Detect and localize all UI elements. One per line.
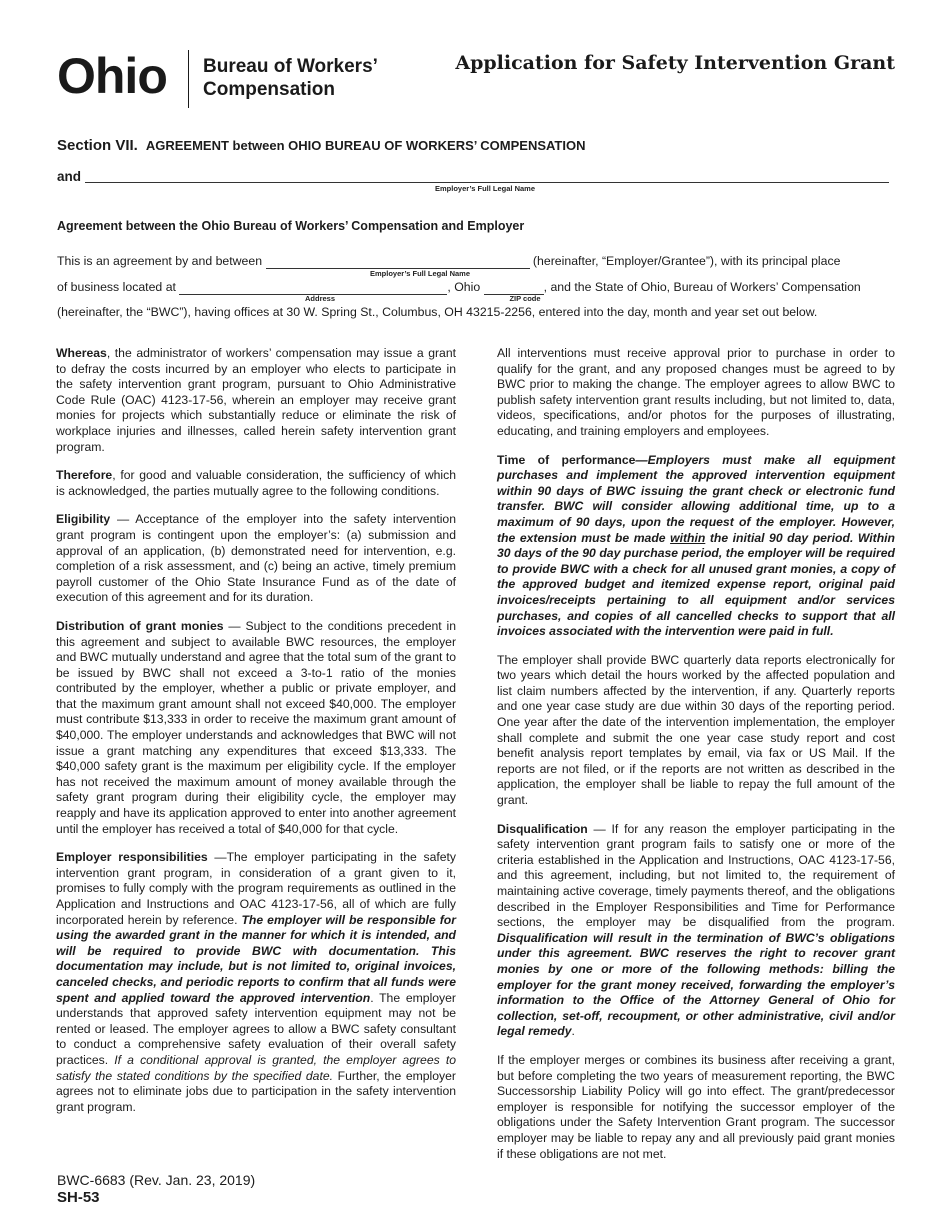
disqualification-text: — If for any reason the employer participating in the safety intervention grant program fails to satisfy one or more of the criteria established in the Application and Instructions, OAC 4123-17-56, and this agreement, including, but not limited to, the requirement of maintaining active coverage, timely payments thereof, and the obligations described in the Employer Responsibilities and Time for Performance sections, the employer may be disqualified from the program. — [497, 821, 895, 930]
eligibility-heading: Eligibility — [56, 512, 111, 527]
responsibilities-italic-text: If a conditional approval is granted, the employer agrees to satisfy the stated conditions by the specified date. — [56, 1052, 456, 1083]
distribution-heading: Distribution of grant monies — [56, 618, 224, 633]
whereas-heading: Whereas — [56, 346, 107, 360]
whereas-paragraph — [56, 346, 456, 455]
document-title: Application for Safety Intervention Grant — [455, 52, 895, 74]
time-of-performance-paragraph — [497, 453, 895, 640]
eligibility-paragraph — [56, 512, 456, 606]
time-bold-text-2: the initial 90 day period. Within 30 days of the 90 day purchase period, the employer will be required to provide BWC with a check for all unused grant monies, a copy of the approved budget and itemized expense report, original paid invoices/receipts pertaining to all equipment and/or services purchases, and copies of all cancelled checks to support that all invoices associated with the intervention were paid in full. — [497, 530, 895, 639]
therefore-text: , for good and valuable consideration, the sufficiency of which is acknowledged, the parties mutually agree to the following conditions. — [56, 468, 456, 498]
responsibilities-text-3: Further, the employer agrees not to eliminate jobs due to participation in the safety intervention grant program. — [56, 1068, 456, 1114]
responsibilities-paragraph — [56, 850, 456, 1115]
section-heading — [57, 137, 585, 154]
approval-paragraph: All interventions must receive approval prior to purchase in order to qualify for the grant, and any proposed changes must be agreed to by BWC prior to making the change. The employer agrees to allow BWC to publish safety intervention grant results including, but not limited to, data, videos, specifications, and/or photos for the purposes of illustrating, educating, and training employers and employees. — [497, 346, 895, 438]
disqualification-end: . — [571, 1024, 575, 1039]
agreement-l2b: , Ohio — [447, 280, 481, 294]
org-line-1: Bureau of Workers’ — [203, 56, 378, 77]
agreement-l2c: , and the State of Ohio, Bureau of Workers’ Compensation — [543, 280, 861, 294]
whereas-text: , the administrator of workers’ compensation may issue a grant to defray the costs incurred by an employer who elects to participate in the safety intervention grant program, pursuant to Ohio Administrative Code Rule (OAC) 4123-17-56, wherein an employer may receive grant monies for projects which substantially reduce or eliminate the risk of workplace injuries and illnesses, called herein safety intervention grant program. — [56, 346, 456, 454]
ohio-wordmark: Ohio — [57, 48, 167, 104]
time-underlined-text: within — [670, 530, 706, 545]
logo-org-name — [203, 55, 423, 101]
time-heading: Time of performance — [497, 452, 636, 467]
distribution-text: — Subject to the conditions precedent in this agreement and subject to available BWC resources, the employer and BWC mutually understand and agree that the total sum of the grant to be issued by BWC shall not exceed a 3-to-1 ratio of the monies contributed by the employer, whether a public or private employer, and that the maximum grant amount shall not exceed $40,000. The employer must contribute $13,333 in order to receive the maximum grant amount of $40,000. The employer understands and acknowledges that BWC will not issue a grant matching any expenditures that exceed $13,333. The $40,000 safety grant is the maximum per eligibility cycle. If the employer has not received the maximum amount of money available through the safety grant program during their eligibility cycle, the employer may reapply and have its application approved to enter into another agreement until the employer has received a total of $40,000 for that cycle. — [56, 618, 456, 836]
responsibilities-heading: Employer responsibilities — [56, 850, 208, 865]
agreement-l1a: This is an agreement by and between — [57, 254, 263, 268]
caption-zip: ZIP code — [509, 294, 541, 303]
therefore-paragraph — [56, 468, 456, 499]
logo-divider — [188, 50, 189, 108]
section-number: Section VII. — [57, 137, 138, 154]
disqualification-heading: Disqualification — [497, 821, 588, 836]
therefore-heading: Therefore — [56, 468, 113, 483]
disqualification-bold-text: Disqualification will result in the termination of BWC’s obligations under this agreement. BWC reserves the right to recover grant monies by one or more of the following methods: billing the employer for the grant money received, forwarding the employer’s information to the Office of the Attorney General of Ohio for collection, set-off, recoupment, or other administrative, civil and/or legal remedy — [497, 930, 895, 1039]
time-bold-text-1: —Employers must make all equipment purchases and implement the approved intervention equipment within 90 days of BWC issuing the grant check or electronic fund transfer. BWC will consider allowing additional time, up to a maximum of 90 days, upon the request of the employer. However, the extension must be made — [497, 452, 895, 545]
eligibility-text: — Acceptance of the employer into the safety intervention grant program is contingent upon the employer’s: (a) submission and approval of an application, (b) demonstrated need for intervention, e.g. completion of a risk assessment, and (c) being an active, timely premium payroll customer of the Ohio State Insurance Fund as of the date of execution of this agreement and for its duration. — [56, 512, 456, 605]
and-label: and — [57, 169, 82, 184]
agreement-line-2 — [57, 279, 894, 295]
merger-paragraph: If the employer merges or combines its business after receiving a grant, but before completing the two years of measurement reporting, the BWC Successorship Liability Policy will go into effect. The grant/predecessor employer is responsible for notifying the successor employer of the obligations under the Safety Intervention Grant program. The successor employer may be liable to repay any and all previously paid grant monies if these obligations are not met. — [497, 1052, 895, 1161]
form-number: BWC-6683 (Rev. Jan. 23, 2019) — [57, 1172, 256, 1188]
right-column — [497, 346, 895, 1175]
responsibilities-text-1: —The employer participating in the safety intervention grant program, in consideration of a grant given to it, promises to fully comply with the program requirements as outlined in the Application and Instructions and OAC 4123-17-56, all of which are fully incorporated herein by reference. — [56, 850, 456, 927]
responsibilities-bold-text: The employer will be responsible for using the awarded grant in the manner for which it is intended, and will be required to provide BWC with documentation. This documentation may include, but is not limited to, original invoices, canceled checks, and periodic reports to confirm that all funds were spent and applied toward the approved intervention — [56, 912, 456, 1005]
reports-paragraph: The employer shall provide BWC quarterly data reports electronically for two years which detail the hours worked by the affected population and list claim numbers affected by the intervention, if any. Quarterly reports and one year case study are due within 30 days of the reporting period. One year after the date of the intervention implementation, the employer shall complete and submit the one year case study report and cost benefit analysis report templates by email, via fax or US Mail. If the reports are not filed, or if the reports are not written as described in the application, the employer shall be liable to repay the full amount of the grant. — [497, 652, 895, 808]
org-line-2: Compensation — [203, 79, 335, 100]
form-code: SH-53 — [57, 1189, 100, 1206]
caption-legal-name-2: Employer’s Full Legal Name — [369, 269, 471, 278]
disqualification-paragraph — [497, 822, 895, 1040]
caption-legal-name-1: Employer’s Full Legal Name — [434, 184, 536, 193]
caption-address: Address — [304, 294, 335, 303]
distribution-paragraph — [56, 619, 456, 837]
agreement-line-1 — [57, 253, 894, 269]
left-column — [56, 346, 456, 1128]
section-title: AGREEMENT between OHIO BUREAU OF WORKERS’ COMPENSATION — [145, 138, 586, 153]
employer-name-line-1[interactable] — [85, 182, 889, 183]
agreement-l1b: (hereinafter, “Employer/Grantee”), with its principal place — [532, 254, 841, 268]
employer-name-line-2[interactable] — [266, 256, 530, 269]
agreement-line-3: (hereinafter, the “BWC”), having offices at 30 W. Spring St., Columbus, OH 43215-2256, entered into the day, month and year set out below. — [57, 305, 818, 319]
agreement-title: Agreement between the Ohio Bureau of Workers’ Compensation and Employer — [57, 219, 525, 233]
footer — [57, 1172, 255, 1206]
responsibilities-text-2: . The employer understands that approved safety intervention equipment may not be rented or leased. The employer agrees to allow a BWC safety consultant to conduct a comprehensive safety evaluation of their overall safety practices. — [56, 990, 456, 1067]
agreement-l2a: of business located at — [57, 280, 176, 294]
